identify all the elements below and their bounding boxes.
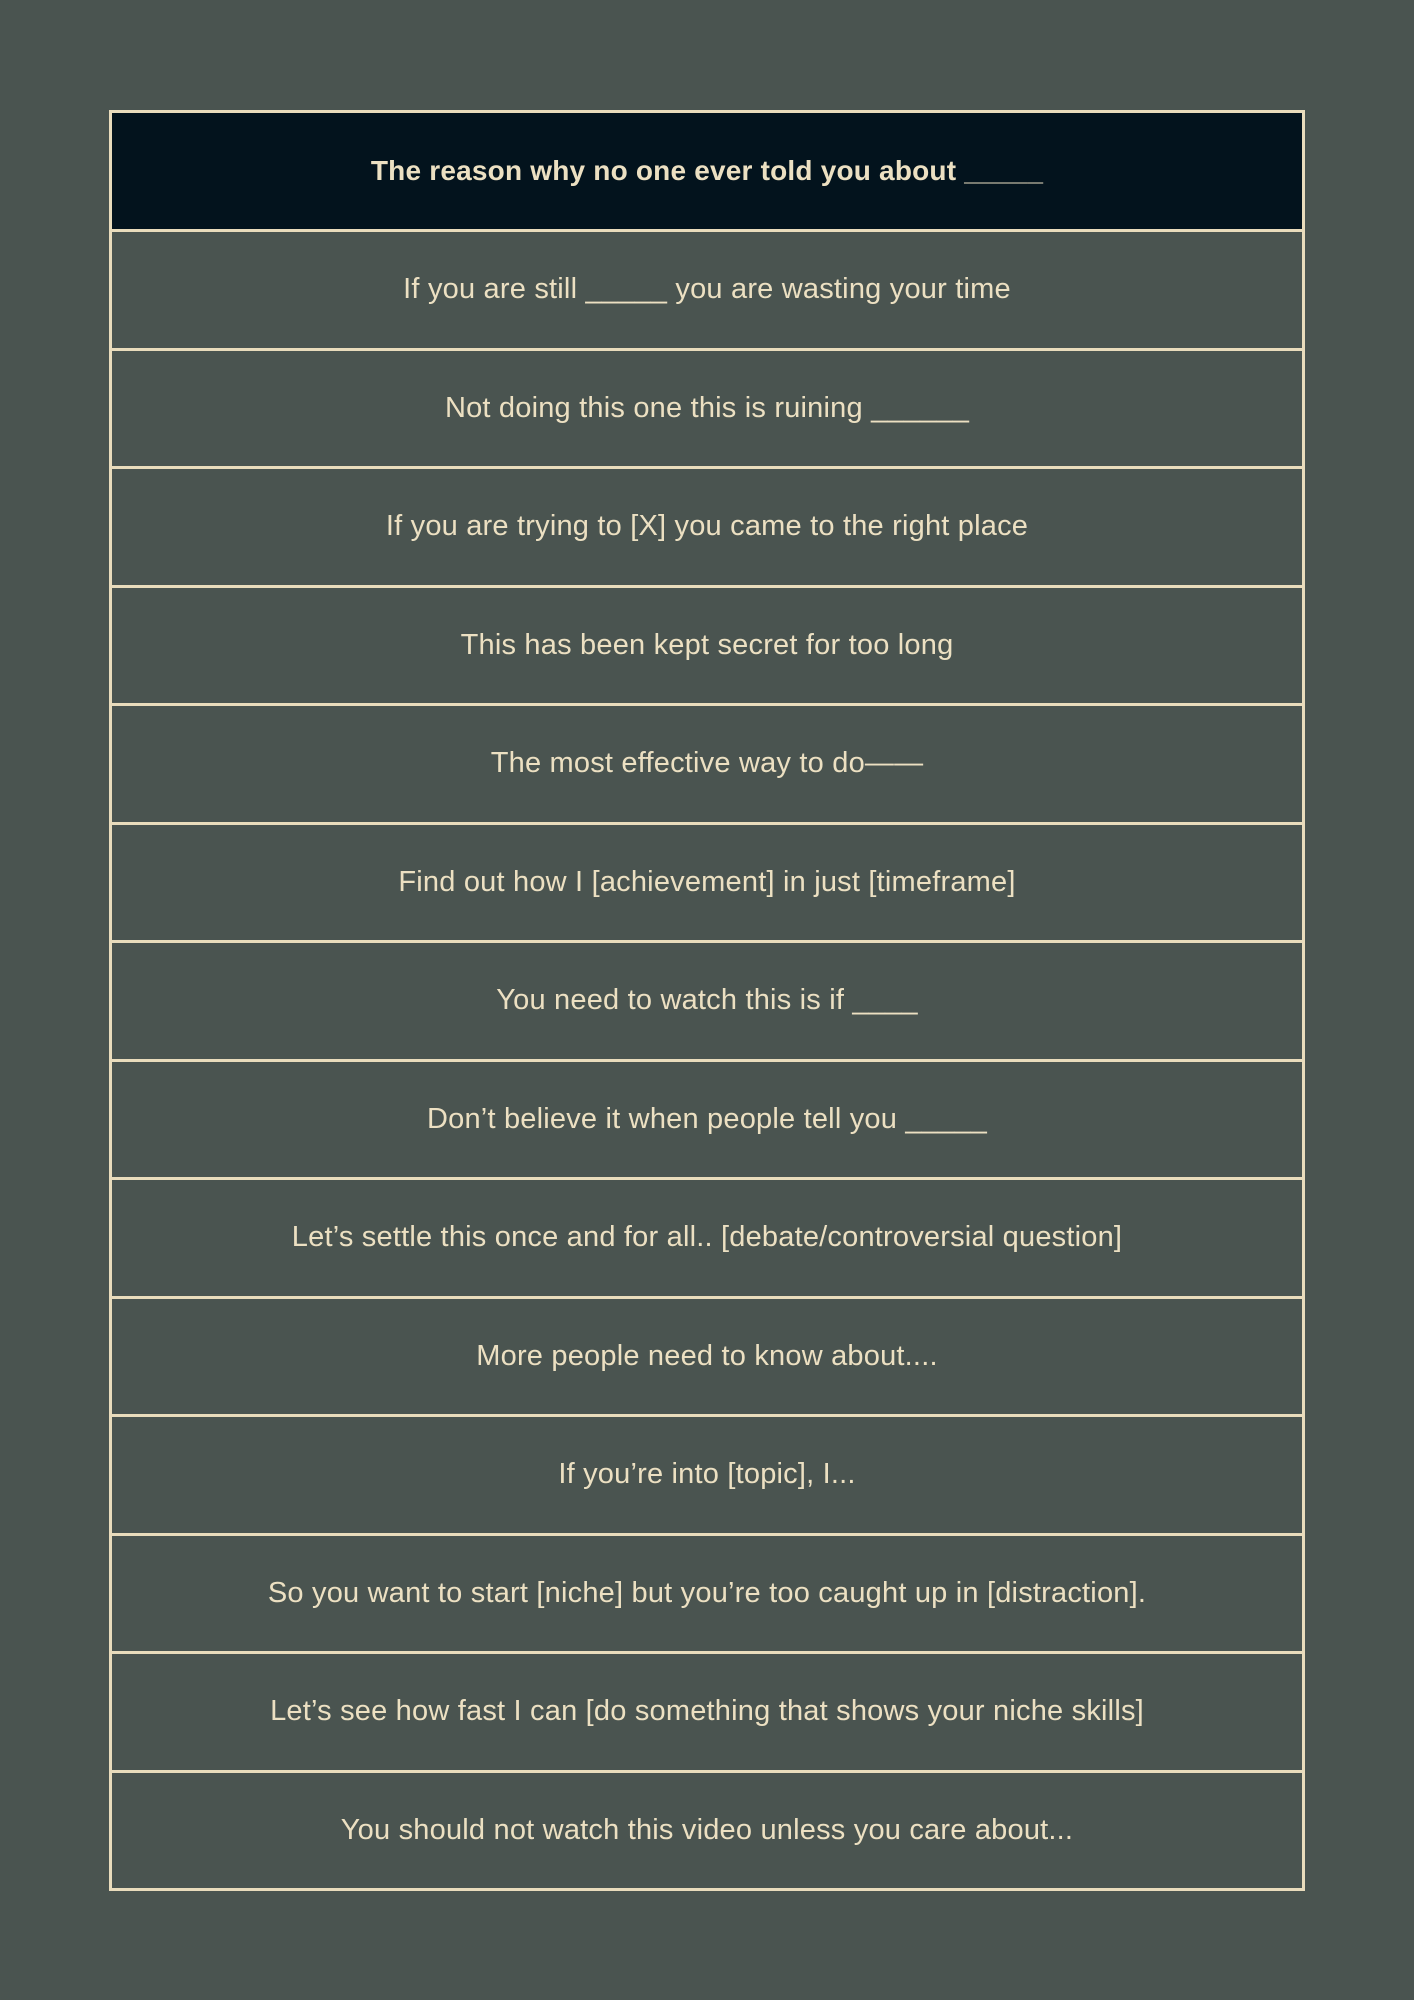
table-row: Let’s see how fast I can [do something that shows your niche skills] — [112, 1651, 1302, 1770]
table-row: Not doing this one this is ruining ______ — [112, 348, 1302, 467]
table-header: The reason why no one ever told you about _____ — [112, 113, 1302, 229]
table-row: You need to watch this is if ____ — [112, 940, 1302, 1059]
table-row: More people need to know about.... — [112, 1296, 1302, 1415]
table-row: This has been kept secret for too long — [112, 585, 1302, 704]
table-row: If you are trying to [X] you came to the right place — [112, 466, 1302, 585]
table-row: Find out how I [achievement] in just [timeframe] — [112, 822, 1302, 941]
table-row: You should not watch this video unless you care about... — [112, 1770, 1302, 1889]
table-row: If you are still _____ you are wasting your time — [112, 229, 1302, 348]
table-row: So you want to start [niche] but you’re too caught up in [distraction]. — [112, 1533, 1302, 1652]
hook-table — [109, 110, 1305, 1891]
table-row: Don’t believe it when people tell you _____ — [112, 1059, 1302, 1178]
table-row: The most effective way to do—— — [112, 703, 1302, 822]
table-row: If you’re into [topic], I... — [112, 1414, 1302, 1533]
table-row: Let’s settle this once and for all.. [debate/controversial question] — [112, 1177, 1302, 1296]
